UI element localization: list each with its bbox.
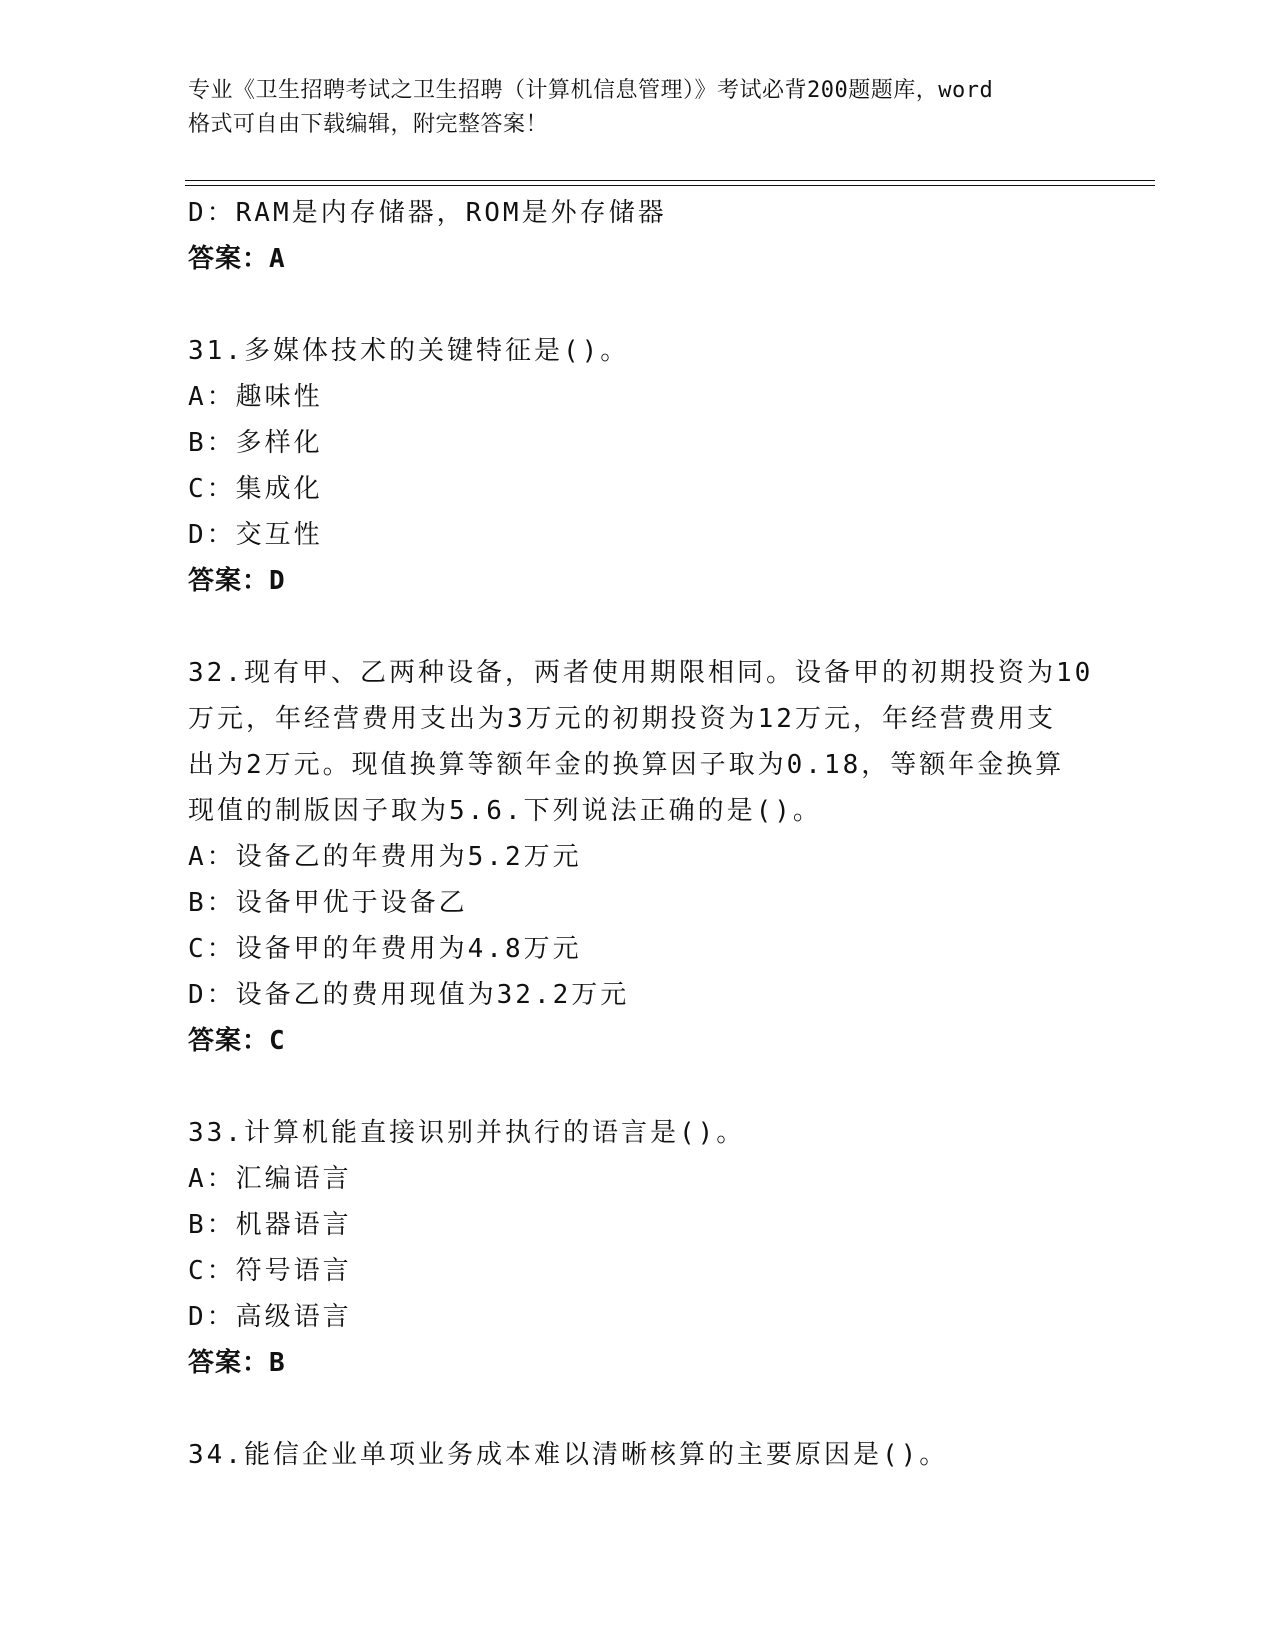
spacer (188, 1064, 1088, 1110)
question-31-option-b: B：多样化 (188, 428, 323, 458)
document-header (188, 74, 1088, 142)
question-33-option-d: D：高级语言 (188, 1302, 352, 1332)
header-divider-bottom (185, 185, 1155, 186)
question-31-stem: 31.多媒体技术的关键特征是()。 (188, 336, 630, 366)
question-32 (188, 650, 1094, 1064)
question-33 (188, 1110, 1088, 1386)
question-31-option-d: D：交互性 (188, 520, 323, 550)
question-32-stem-line-1: 32.现有甲、乙两种设备，两者使用期限相同。设备甲的初期投资为10 (188, 658, 1094, 688)
question-33-answer: 答案：B (188, 1348, 286, 1378)
question-32-stem-line-4: 现值的制版因子取为5.6.下列说法正确的是()。 (188, 796, 822, 826)
spacer (188, 1386, 1088, 1432)
question-32-answer: 答案：C (188, 1026, 286, 1056)
question-32-option-a: A：设备乙的年费用为5.2万元 (188, 842, 582, 872)
question-32-option-c: C：设备甲的年费用为4.8万元 (188, 934, 582, 964)
question-32-stem-line-2: 万元，年经营费用支出为3万元的初期投资为12万元，年经营费用支 (188, 704, 1056, 734)
question-33-option-b: B：机器语言 (188, 1210, 352, 1240)
spacer (188, 604, 1088, 650)
question-31 (188, 328, 1088, 604)
question-32-option-d: D：设备乙的费用现值为32.2万元 (188, 980, 630, 1010)
question-31-option-a: A：趣味性 (188, 382, 323, 412)
question-32-stem-line-3: 出为2万元。现值换算等额年金的换算因子取为0.18，等额年金换算 (188, 750, 1065, 780)
question-31-option-c: C：集成化 (188, 474, 323, 504)
question-34 (188, 1432, 1088, 1478)
prev-option-d: D：RAM是内存储器，ROM是外存储器 (188, 198, 667, 228)
question-31-answer: 答案：D (188, 566, 286, 596)
header-title-line-1: 专业《卫生招聘考试之卫生招聘（计算机信息管理）》考试必背200题题库，word (188, 78, 994, 103)
question-33-option-c: C：符号语言 (188, 1256, 352, 1286)
question-33-option-a: A：汇编语言 (188, 1164, 352, 1194)
question-33-stem: 33.计算机能直接识别并执行的语言是()。 (188, 1118, 746, 1148)
header-title-line-2: 格式可自由下载编辑，附完整答案！ (188, 112, 549, 137)
header-divider-top (185, 180, 1155, 181)
prev-answer: 答案：A (188, 244, 286, 274)
question-32-option-b: B：设备甲优于设备乙 (188, 888, 468, 918)
question-34-stem: 34.能信企业单项业务成本难以清晰核算的主要原因是()。 (188, 1440, 949, 1470)
spacer (188, 282, 1088, 328)
question-list (188, 190, 1094, 1478)
